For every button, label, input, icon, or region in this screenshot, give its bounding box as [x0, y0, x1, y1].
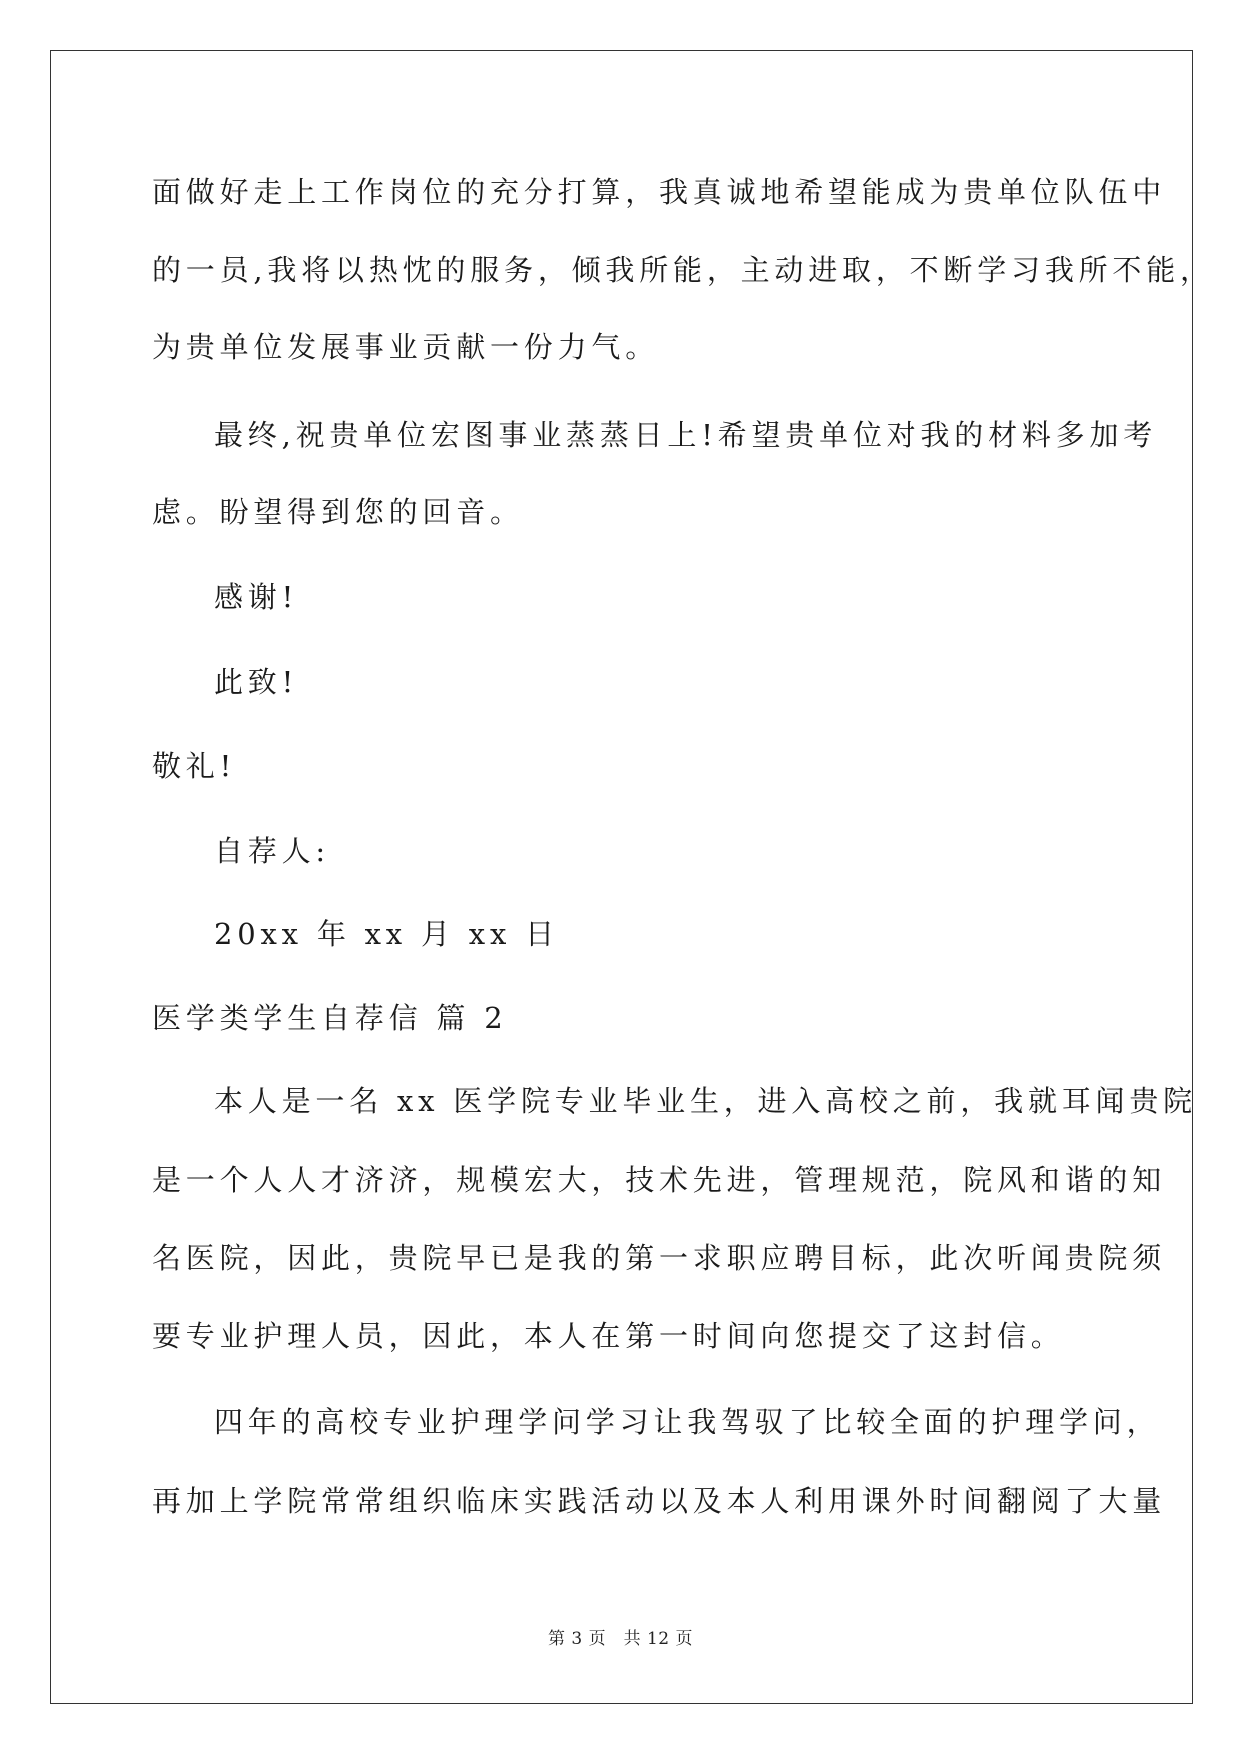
body-line-7: 是一个人人才济济，规模宏大，技术先进，管理规范，院风和谐的知 — [152, 1163, 1167, 1197]
body-line-10: 四年的高校专业护理学问学习让我驾驭了比较全面的护理学问， — [214, 1405, 1161, 1439]
body-line-3: 为贵单位发展事业贡献一份力气。 — [152, 330, 660, 364]
section-heading: 医学类学生自荐信 篇 2 — [152, 1001, 508, 1035]
body-line-6: 本人是一名 xx 医学院专业毕业生，进入高校之前，我就耳闻贵院 — [214, 1084, 1197, 1118]
body-line-11: 再加上学院常常组织临床实践活动以及本人利用课外时间翻阅了大量 — [152, 1484, 1167, 1518]
body-line-9: 要专业护理人员，因此，本人在第一时间向您提交了这封信。 — [152, 1319, 1065, 1353]
body-line-1: 面做好走上工作岗位的充分打算，我真诚地希望能成为贵单位队伍中 — [152, 175, 1167, 209]
page-number: 第 3 页 共 12 页 — [547, 1629, 694, 1649]
date-line: 20xx 年 xx 月 xx 日 — [214, 917, 559, 951]
body-line-8: 名医院，因此，贵院早已是我的第一求职应聘目标，此次听闻贵院须 — [152, 1241, 1167, 1275]
page-border — [50, 50, 1193, 1704]
body-line-5: 虑。盼望得到您的回音。 — [152, 495, 524, 529]
salutation-line: 敬礼! — [152, 749, 237, 783]
body-line-4: 最终,祝贵单位宏图事业蒸蒸日上!希望贵单位对我的材料多加考 — [214, 418, 1158, 452]
thanks-line: 感谢! — [214, 580, 299, 614]
body-line-2: 的一员,我将以热忱的服务，倾我所能，主动进取，不断学习我所不能， — [152, 253, 1214, 287]
signature-line: 自荐人: — [214, 834, 330, 868]
closing-line: 此致! — [214, 665, 299, 699]
